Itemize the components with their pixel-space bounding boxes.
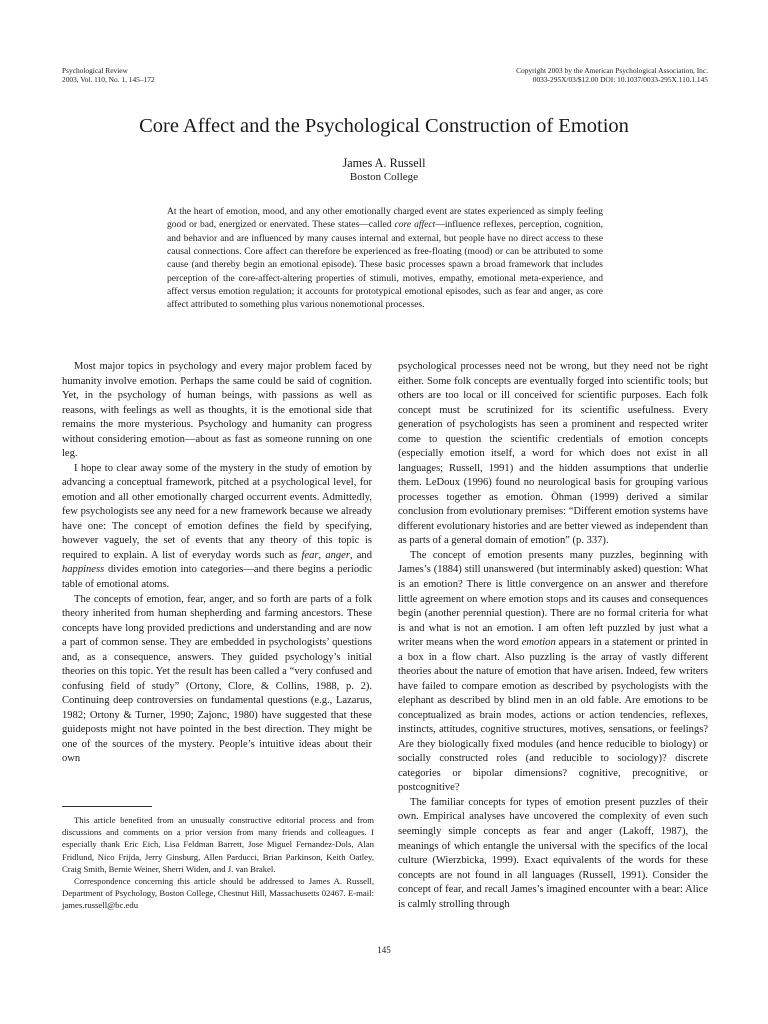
footnotes <box>62 814 374 912</box>
author-name: James A. Russell <box>342 156 426 170</box>
journal-header <box>62 66 155 84</box>
journal-volume: 2003, Vol. 110, No. 1, 145–172 <box>62 75 155 84</box>
abstract <box>167 205 603 312</box>
body-paragraph: I hope to clear away some of the mystery in the study of emotion by advancing a conceptual framework, pitched at a psychological level, for emotion and all other emotionally charged occurrent events. Admittedly, few psychologists see any need for a new framework because we already have one: The concept of emotion defines the field by specifying, however vaguely, the set of events that any theory of this topic is required to explain. A list of everyday words such as fear, anger, and happiness divides emotion into categories—and there begins a periodic table of emotional atoms. <box>62 462 372 590</box>
footnote-rule <box>62 806 152 807</box>
acknowledgment-footnote: This article benefited from an unusually constructive editorial process and from discussions and comments on a prior version from many friends and colleagues. I especially thank Eric Eich, Lisa Feldman Barrett, Jose Miguel Fernandez-Dols, Alan Fridlund, Nico Frijda, Jerry Ginsburg, Allen Parducci, Brian Parkinson, Keith Oatley, Craig Smith, Bernie Weiner, Sherri Widen, and J. van Brakel. <box>62 815 374 874</box>
abstract-text-2: —influence reflexes, perception, cognition, and behavior and are influenced by many causes internal and external, but people have no direct access to these causal connections. Core affect can therefore be experienced as free-floating (mood) or can be attributed to some cause (and thereby begin an emotional episode). These basic processes spawn a broad framework that includes perception of the core-affect-altering properties of stimuli, motives, empathy, emotional meta-experience, and affect versus emotion regulation; it accounts for prototypical emotional episodes, such as fear and anger, as core affect attributed to something plus various nonemotional processes. <box>167 219 604 311</box>
abstract-term: core affect <box>394 219 436 231</box>
body-paragraph: The familiar concepts for types of emotion present puzzles of their own. Empirical analyses have uncovered the complexity of even such seemingly simple concepts as fear and anger (Lakoff, 1987), the meanings of which entangle the universal with the specifics of the local culture (Wierzbicka, 1999). Exact equivalents of the words for these concepts are not found in all languages (Russell, 1991). Consider the concept of fear, and recall James’s imagined encounter with a bear: Alice is calmly strolling through <box>398 796 708 910</box>
journal-name: Psychological Review <box>62 66 128 75</box>
abstract-text-1: At the heart of emotion, mood, and any other emotionally charged event are states experienced as simply feeling good or bad, energized or enervated. These states—called <box>167 206 603 231</box>
author-affiliation: Boston College <box>349 171 419 183</box>
left-column <box>62 360 372 767</box>
body-paragraph: psychological processes need not be wrong, but they need not be right either. Some folk concepts are eventually forged into scientific tools; but others are too local or ill conceived for scientific purposes. Each folk concept must be scrutinized for its scientific usefulness. Every generation of psychologists has seen a prominent and respected writer come to question the scientific credentials of emotion concepts (especially emotion itself, a word for which does not exist in all languages; Russell, 1991) and the hidden assumptions that underlie them. LeDoux (1996) found no neurological basis for grouping various processes together as emotion. Öhman (1999) derived a similar conclusion from evolutionary premises: “Different emotion systems have different evolutionary histories and are better viewed as independent than as parts of a general domain of emotion” (p. 337). <box>398 361 708 547</box>
page-number: 145 <box>377 945 391 955</box>
correspondence-footnote: Correspondence concerning this article should be addressed to James A. Russell, Department of Psychology, Boston College, Chestnut Hill, Massachusetts 02467. E-mail: james.russell@bc.edu <box>62 876 374 911</box>
body-paragraph: Most major topics in psychology and every major problem faced by humanity involve emotion. Perhaps the same could be said of cognition. Yet, in the psychology of human beings, with passions as well as reasons, with feelings as well as thoughts, it is the emotional side that remains the more mysterious. Psychology and humanity can progress without considering emotion—about as fast as someone running on one leg. <box>62 361 372 460</box>
body-paragraph: The concept of emotion presents many puzzles, beginning with James’s (1884) still unanswered (but interminably asked) question: What is an emotion? There is little convergence on an answer and therefore little agreement on where emotion stops and its causes and consequences begin (another perennial question). There are no formal criteria for what is and what is not an emotion. I am often left puzzled by just what a writer means when the word emotion appears in a statement or printed in a box in a flow chart. Also puzzling is the array of vastly different theories about the nature of emotion that have arisen. Indeed, few writers have failed to compare emotion as described by psychologists with the elephant as described by blind men in an old fable. Are emotions to be conceptualized as brain modes, actions or action tendencies, reflexes, instincts, attitudes, cognitive structures, motives, sensations, or feelings? Are they biologically fixed modules (and hence reducible to biology) or socially constructed roles (and reducible to sociology)? discrete categories or bipolar dimensions? cognitive, precognitive, or postcognitive? <box>398 549 708 794</box>
copyright-line: Copyright 2003 by the American Psychological Association, Inc. <box>516 66 708 75</box>
right-column <box>398 360 708 912</box>
body-paragraph: The concepts of emotion, fear, anger, and so forth are parts of a folk theory inherited from human shepherding and farming ancestors. These concepts have long provided predictions and understanding and are now a part of common sense. They are embedded in psychologists’ questions and, as a consequence, answers. They guided psychology’s initial theories on this topic. Yet the result has been called a “very confused and confusing field of study” (Ortony, Clore, & Collins, 1988, p. 2). Continuing deep controversies on fundamental questions (e.g., Lazarus, 1982; Ortony & Turner, 1990; Zajonc, 1980) have suggested that these guideposts might not have pointed in the best direction. They might be one of the sources of the mystery. People’s intuitive ideas about their own <box>62 593 372 765</box>
article-title: Core Affect and the Psychological Construction of Emotion <box>139 115 629 137</box>
doi-line: 0033-295X/03/$12.00 DOI: 10.1037/0033-295X.110.1.145 <box>532 75 708 84</box>
copyright-header <box>516 66 708 84</box>
